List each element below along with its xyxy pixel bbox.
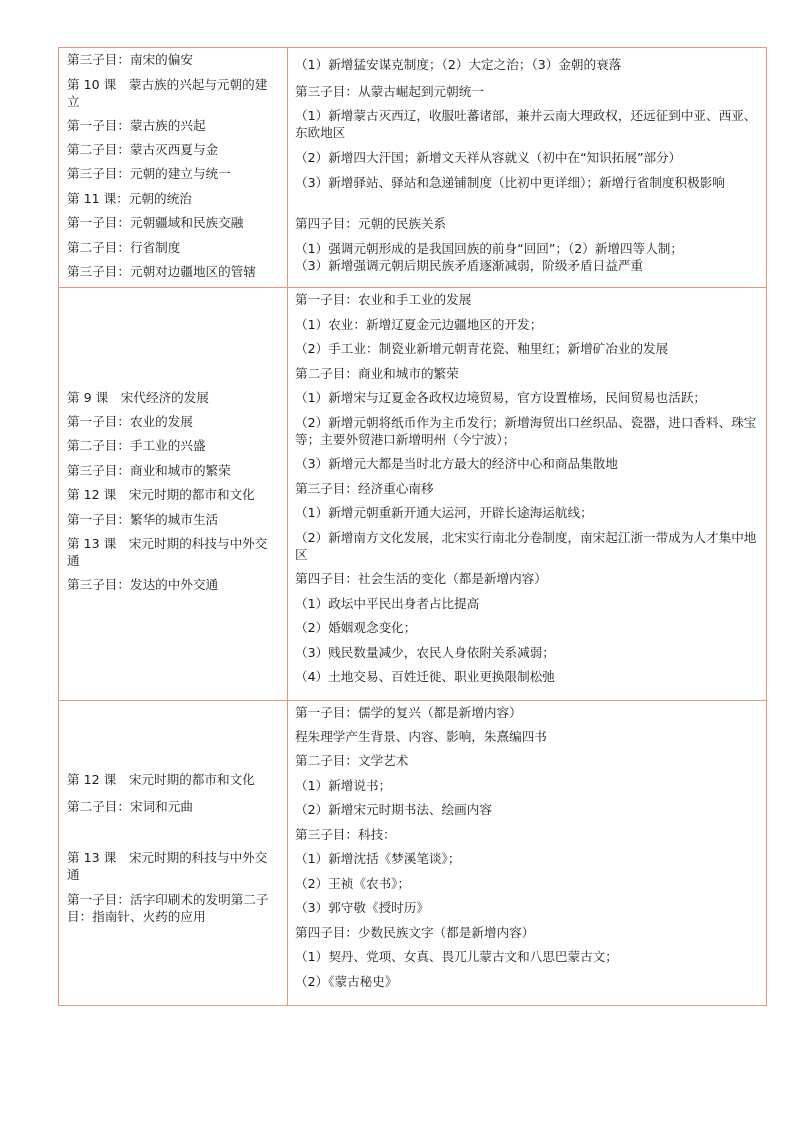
textbook-section-cell (59, 288, 288, 701)
right-line: （1）新增蒙古灭西辽，收服吐蕃诸部，兼并云南大理政权，还远征到中亚、西亚、东欧地区 (295, 108, 757, 140)
right-line: （2）手工业：制瓷业新增元朝青花瓷、釉里红；新增矿冶业的发展 (295, 341, 669, 356)
right-line: 第二子目：文学艺术 (295, 753, 409, 768)
right-line: （1）新增猛安谋克制度；（2）大定之治；（3）金朝的衰落 (295, 57, 622, 72)
right-line: 第三子目：科技： (295, 827, 396, 842)
right-line: （2）婚姻观念变化； (295, 620, 417, 635)
right-line: （2）《蒙古秘史》 (295, 974, 398, 989)
left-line: 第 9 课 宋代经济的发展 (67, 390, 209, 405)
left-line: 第二子目：行省制度 (67, 240, 181, 255)
right-line: （3）郭守敬《授时历》 (295, 900, 429, 915)
table-row (59, 288, 767, 701)
right-line: （2）新增四大汗国；新增文天祥从容就义（初中在“知识拓展”部分） (295, 150, 682, 165)
right-line: （1）新增元朝重新开通大运河，开辟长途海运航线； (295, 505, 593, 520)
left-line: 第三子目：元朝对边疆地区的管辖 (67, 264, 256, 279)
left-line: 第 10 课 蒙古族的兴起与元朝的建立 (67, 77, 268, 109)
left-line: 第 12 课 宋元时期的都市和文化 (67, 772, 255, 787)
left-line: 第一子目：蒙古族的兴起 (67, 118, 206, 133)
left-line: 第 13 课 宋元时期的科技与中外交通 (67, 850, 268, 882)
left-line: 第二子目：手工业的兴盛 (67, 438, 206, 453)
left-line: 第三子目：南宋的偏安 (67, 52, 193, 67)
left-line: 第 12 课 宋元时期的都市和文化 (67, 487, 255, 502)
right-line: （1）契丹、党项、女真、畏兀儿蒙古文和八思巴蒙古文； (295, 949, 618, 964)
right-line: （2）王祯《农书》； (295, 876, 411, 891)
right-line: （1）政坛中平民出身者占比提高 (295, 596, 480, 611)
right-line: （2）新增元朝将纸币作为主币发行；新增海贸出口丝织品、瓷器，进口香料、珠宝等；主要外贸港口新增明州（今宁波）； (295, 415, 757, 447)
changes-cell (288, 701, 767, 1006)
right-line: （3）新增驿站、驿站和急递铺制度（比初中更详细）；新增行省制度积极影响 (295, 175, 725, 190)
right-line: （3）新增强调元朝后期民族矛盾逐渐减弱，阶级矛盾日益严重 (295, 258, 644, 273)
right-line: 第一子目：儒学的复兴（都是新增内容） (295, 705, 522, 720)
right-line: 程朱理学产生背景、内容、影响，朱熹编四书 (295, 729, 547, 744)
right-line: （2）新增宋元时期书法、绘画内容 (295, 802, 492, 817)
table-row (59, 48, 767, 288)
textbook-section-cell (59, 48, 288, 288)
left-line: 第 11 课：元朝的统治 (67, 191, 192, 206)
changes-cell (288, 288, 767, 701)
textbook-section-cell (59, 701, 288, 1006)
right-line: 第一子目：农业和手工业的发展 (295, 292, 472, 307)
left-line: 第一子目：农业的发展 (67, 414, 193, 429)
left-line: 第三子目：元朝的建立与统一 (67, 166, 231, 181)
left-line: 第三子目：商业和城市的繁荣 (67, 463, 231, 478)
right-line: （1）农业：新增辽夏金元边疆地区的开发； (295, 317, 543, 332)
left-line: 第二子目：蒙古灭西夏与金 (67, 142, 219, 157)
right-line: 第四子目：元朝的民族关系 (295, 216, 447, 231)
right-line: 第二子目：商业和城市的繁荣 (295, 366, 459, 381)
right-line: （1）新增说书； (295, 778, 392, 793)
comparison-table (58, 47, 767, 1006)
right-line: 第四子目：社会生活的变化（都是新增内容） (295, 571, 547, 586)
left-line: 第 13 课 宋元时期的科技与中外交通 (67, 536, 268, 568)
right-line: 第四子目：少数民族文字（都是新增内容） (295, 925, 535, 940)
right-line: （1）强调元朝形成的是我国回族的前身“回回”；（2）新增四等人制； (295, 241, 683, 256)
right-line: （4）土地交易、百姓迁徙、职业更换限制松弛 (295, 669, 555, 684)
right-line: 第三子目：从蒙古崛起到元朝统一 (295, 84, 484, 99)
right-line: （3）贱民数量减少，农民人身依附关系减弱； (295, 645, 555, 660)
right-line: （1）新增宋与辽夏金各政权边境贸易，官方设置榷场，民间贸易也活跃； (295, 390, 707, 405)
right-line: （2）新增南方文化发展，北宋实行南北分卷制度，南宋起江浙一带成为人才集中地区 (295, 530, 757, 562)
left-line: 第二子目：宋词和元曲 (67, 799, 193, 814)
right-line: （3）新增元大都是当时北方最大的经济中心和商品集散地 (295, 456, 618, 471)
changes-cell (288, 48, 767, 288)
left-line: 第一子目：繁华的城市生活 (67, 512, 219, 527)
right-line: （1）新增沈括《梦溪笔谈》； (295, 851, 461, 866)
left-line: 第一子目：活字印刷术的发明第二子目：指南针、火药的应用 (67, 892, 269, 924)
right-line: 第三子目：经济重心南移 (295, 481, 434, 496)
left-line: 第一子目：元朝疆域和民族交融 (67, 215, 244, 230)
left-line: 第三子目：发达的中外交通 (67, 577, 219, 592)
table-row (59, 701, 767, 1006)
